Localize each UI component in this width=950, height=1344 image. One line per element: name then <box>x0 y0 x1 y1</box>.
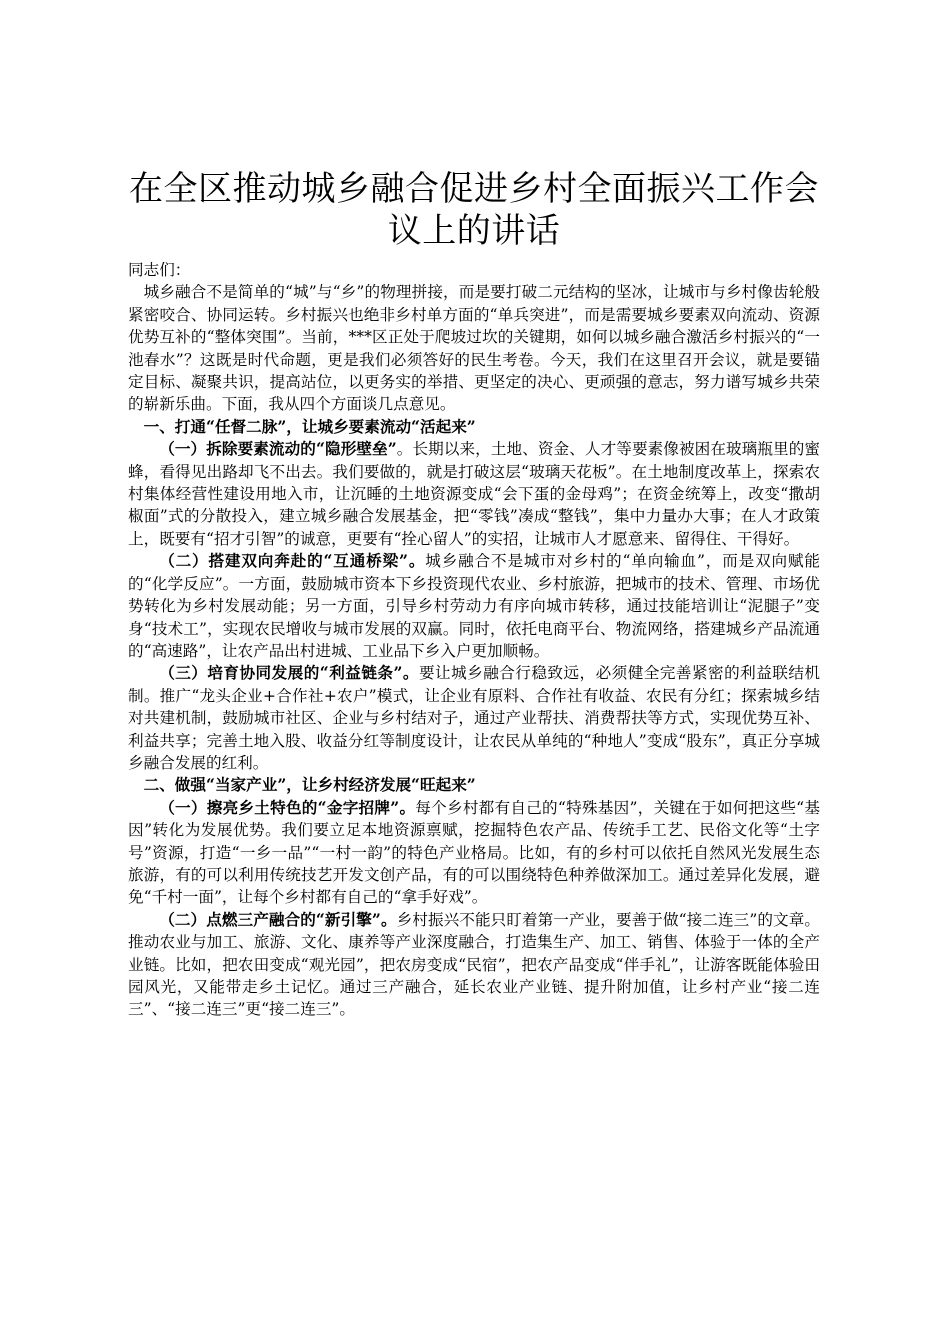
paragraph-body: 。长期以来，土地、资金、人才等要素像被困在玻璃瓶里的蜜蜂，看得见出路却飞不出去。我们要做的，就是打破这层“玻璃天花板”。在土地制度改革上，探索农村集体经营性建设用地入市，让沉睡的土地资源变成“会下蛋的金母鸡”；在资金统筹上，改变“撒胡椒面”式的分散投入，建立城乡融合发展基金，把“零钱”凑成“整钱”，集中力量办大事；在人才政策上，既要有“招才引智”的诚意，更要有“拴心留人”的实招，让城市人才愿意来、留得住、干得好。 <box>128 440 820 548</box>
document-body <box>128 259 820 1021</box>
document-title: 在全区推动城乡融合促进乡村全面振兴工作会议上的讲话 <box>129 169 819 251</box>
section-2-heading: 二、做强“当家产业”，让乡村经济发展“旺起来” <box>143 775 476 795</box>
section-1-paragraph-3 <box>128 662 820 774</box>
intro-paragraph: 城乡融合不是简单的“城”与“乡”的物理拼接，而是要打破二元结构的坚冰，让城市与乡村像齿轮般紧密咬合、协同运转。乡村振兴也绝非乡村单方面的“单兵突进”，而是需要城乡要素双向流动、资源优势互补的“整体突围”。当前，***区正处于爬坡过坎的关键期，如何以城乡融合激活乡村振兴的“一池春水”？这既是时代命题，更是我们必须答好的民生考卷。今天，我们在这里召开会议，就是要锚定目标、凝聚共识，提高站位，以更务实的举措、更坚定的决心、更顽强的意志，努力谱写城乡共荣的崭新乐曲。下面，我从四个方面谈几点意见。 <box>128 283 820 414</box>
document-page <box>128 168 820 1021</box>
section-1-heading: 一、打通“任督二脉”，让城乡要素流动“活起来” <box>143 416 476 436</box>
paragraph-lead: （一）拆除要素流动的“隐形壁垒” <box>159 439 397 459</box>
paragraph-body: 乡村振兴不能只盯着第一产业，要善于做“接二连三”的文章。推动农业与加工、旅游、文化、康养等产业深度融合，打造集生产、加工、销售、体验于一体的全产业链。比如，把农田变成“观光园”，把农房变成“民宿”，把农产品变成“伴手礼”，让游客既能体验田园风光，又能带走乡土记忆。通过三产融合，延长农业产业链、提升附加值，让乡村产业“接二连三”、“接二连三”更“接二连三”。 <box>128 910 820 1019</box>
section-2-paragraph-1 <box>128 797 820 909</box>
paragraph-lead: （二）搭建双向奔赴的“互通桥梁”。 <box>159 551 426 571</box>
section-2-paragraph-2 <box>128 909 820 1021</box>
section-1-paragraph-1 <box>128 438 820 550</box>
paragraph-lead: （三）培育协同发展的“利益链条”。 <box>159 663 419 683</box>
paragraph-lead: （一）擦亮乡土特色的“金字招牌”。 <box>159 797 416 817</box>
paragraph-lead: （二）点燃三产融合的“新引擎”。 <box>159 909 397 929</box>
section-1-paragraph-2 <box>128 550 820 662</box>
salutation: 同志们： <box>128 261 191 279</box>
paragraph-body: 城乡融合不是城市对乡村的“单向输血”，而是双向赋能的“化学反应”。一方面，鼓励城市资本下乡投资现代农业、乡村旅游，把城市的技术、管理、市场优势转化为乡村发展动能；另一方面，引导乡村劳动力有序向城市转移，通过技能培训让“泥腿子”变身“技术工”，实现农民增收与城市发展的双赢。同时，依托电商平台、物流网络，搭建城乡产品流通的“高速路”，让农产品出村进城、工业品下乡入户更加顺畅。 <box>128 552 820 660</box>
paragraph-body: 每个乡村都有自己的“特殊基因”，关键在于如何把这些“基因”转化为发展优势。我们要立足本地资源禀赋，挖掘特色农产品、传统手工艺、民俗文化等“土字号”资源，打造“一乡一品”“一村一韵”的特色产业格局。比如，有的乡村可以依托自然风光发展生态旅游，有的可以利用传统技艺开发文创产品，有的可以围绕特色种养做深加工。通过差异化发展，避免“千村一面”，让每个乡村都有自己的“拿手好戏”。 <box>128 798 820 907</box>
paragraph-body: 要让城乡融合行稳致远，必须健全完善紧密的利益联结机制。推广“龙头企业+合作社+农户”模式，让企业有原料、合作社有收益、农民有分红；探索城乡结对共建机制，鼓励城市社区、企业与乡村结对子，通过产业帮扶、消费帮扶等方式，实现优势互补、利益共享；完善土地入股、收益分红等制度设计，让农民从单纯的“种地人”变成“股东”，真正分享城乡融合发展的红利。 <box>128 664 820 772</box>
